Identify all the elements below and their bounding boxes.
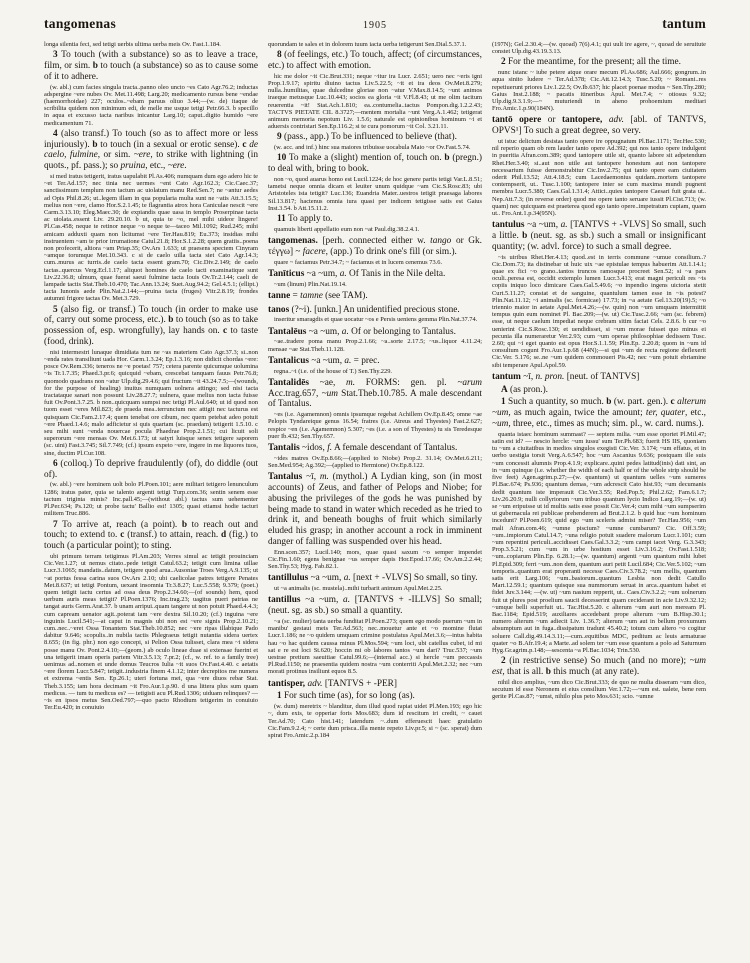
sense-paragraph: 6 (colloq.) To deprive fraudulently (of), do diddle (out of).: [44, 458, 258, 480]
carryover-text: longa silentia feci, sed tetigi uerbis ultima uerba meis Ov. Fast.1.184.: [44, 41, 221, 48]
citation-block: (w. dum) meretrix ~ blanditur, dum illud quod rapiat uidet Pl.Men.193; ego hic ~, dum exis, te opperiar foris Mos.683; dum id rescitum iri credit, ~ cauet Ter.Ad.70; Cato hist.141; latendum ~..dum efferuescit haec gratulatio Cic.Fam.9.2.4; ~ certe dum prisca..illa mente repeto Liv.pr.5; si ~ (sc. sperat) dum spirat Fro.Amic.2.p.184: [268, 703, 482, 740]
sense-paragraph: A (as pron.).: [501, 384, 548, 395]
carryover-text: (197N); Gel.2.30.4;—(w. quoad) 7(6).4.1; qui uult ire agere, ~, quoad de seruitute constet Ulp.dig.43.19.3.13.: [492, 41, 706, 56]
running-head-left: tangomenas: [44, 16, 117, 31]
sense-paragraph: 1 Such a quantity, so much. b (w. part. gen.). c alterum ~um, as much again, twice the amount; ter, quater, etc., ~um, three, etc., times as much; sim. pl., w. card. nums.).: [492, 397, 706, 430]
sense-paragraph: 10 To make a (slight) mention of, touch on. b (pregn.) to deal with, bring to book.: [268, 153, 482, 175]
text-column-2: [268, 41, 482, 941]
entry-paragraph: tantum ~ī, n. pron. [neut. of TANTVS]: [492, 371, 640, 382]
sense-paragraph: 2 (in restrictive sense) So much (and no more); ~um est, that is all. b this much (at any rate).: [492, 656, 706, 677]
sense-paragraph: 11 To apply to.: [277, 214, 333, 225]
sense-paragraph: 5 (also fig. or transf.) To touch (in order to make use of, carry out some process, etc.). b to touch (so as to take possession of, esp. wrongfully), lay hands on. c to taste (food, drink).: [44, 304, 258, 348]
citation-block: nunc istanc ~ iube petere atque orare mecum Pl.As.686; Aul.666; gongrum..in aqua sinito ludere ~ Ter.Ad.378; Cic.Att.12.14.3; Tusc.5.20; ~ Romani..res repetiuerunt priores Liv.1.22.5; Ov.Ib.637; hic placet poenae modus ~ Sen.Thy.280; Gaius Inst.2.188; ~ pacatis itineribus Apul. Met.7.4; ~ otiosus 9.32; Ulp.dig.9.3.1.9;—~ muturiendi in aheno prohoemium meditari Fro.Amic.1.p.90(184N).: [492, 69, 706, 113]
text-columns: [44, 41, 706, 941]
entry-paragraph: Tantalis ~idos, f. A female descendant of Tantalus.: [268, 443, 458, 454]
page-number: 1905: [363, 20, 387, 31]
citation-block: ~a (sc. mulier) tanta uerba funditat Pl.Poen.273; quem ego modo puerum ~um in manibu' gestaui meis Ter.Ad.563; nec..mouetur ante et ~o momine flutat Lucr.1.186; ne ~o quidem umquam crimine postulatus Apul.Met.3.6;—intus habita hau ~o hac quidem caussa minus Pl.Mos.594; ~um loci, ubi catellus cubet, id mi sat e re est loci St.620; hoccin mi ob labores tantos ~um dari? Truc.537; ~um uestrae pretium saeuitiae Catul.99.6;—(internal acc.) si hercle ~um peccassis Pl.Rud.1150; ne praesentia quidem nostra ~um conterriti Apul.Met.2.32; nec ~um morati protinus insiliunt equos 8.5.: [268, 618, 482, 676]
citation-block: ut ~a animalis (sc. mustela)..mihi turbarit animum Apul.Met.2.25.: [274, 585, 443, 593]
sense-paragraph: 7 To arrive at, reach (a point). b to reach out and touch; to extend to. c (transf.) to attain, reach. d (fig.) to touch (a particular point); to sting.: [44, 519, 258, 552]
citation-block: quamuis liberti appellatio eum non ~at Paul.dig.38.2.4.1.: [274, 225, 420, 233]
entry-paragraph: tantulus ~a ~um, a. [TANTVS + -VLVS] So small, such a little. b (neut. sg. as sb.) such a small or insignificant quantity; (w. advl. force) to such a small degree.: [492, 220, 706, 252]
citation-block: ubi primum terram tetigimus Pl.Am.203; Verres simul ac tetigit prouinciam Cic.Ver.1.27; ut nemus citato..pede tetigit Catul.63.2; tetigit cum limina uillae Lucr.3.1065; mandatis..datum, tetigere quod arua..Ausoniae Troes Verg.A.9.135; ut ~at portus fessa carina suos Ov.Ars 2.10; ubi caelicolae patres tetigere Penates Met.8.637; ut tetigi Pontum, uexant insomnia Tr.3.8.27; Luc.5.558; 9.379; (poet.) quem tetigit iactu certus ad ossa deus Prop.2.34.60;—(of sounds) hem, quod uerbum auris meas tetigit? Pl.Poen.1376; Inc.trag.23; uagitus pueri patrias ne tangat auris Germ.Arat.37. b unam arripui..quam tangere ut non potuit Phaed.4.4.3; cum capream uenator agit..poterat iam ~ere dextra Sil.10.20; (cf.) inguina ~ere inguinis Lucil.541;—at caput in magnis ubi non est ~ere signis Prop.2.10.21; cum..nec..~eret Ossa Tonantem Stat.Theb.10.852; nec ~ere ripas illabique Pado dabitur 9.646; scopulis..in nubila tactis Phlegraeus tetigit nutantia sidera uertex 8.655; (in fig. phr.) non ego concepi, si Pelion Ossa tulisset, clara mea ~i sidera posse manu Ov. Pont.2.4.10;—(geom.) ab oculo lineae duae si extensae fuerint et una tetigerit imam operis partem Vitr.3.5.13; 7.pr.2; (cf., w. ref. to a family tree) uenimus ad..nomen et unde domus Teucros Iulia ~it suos Ov.Fast.4.40. c aetatis ~ere florem Lucr.5.847; tetigit..industria finem 4.1.12; inter decrepitos me numera et extrema ~entis Sen. Ep.26.1; uteri fortuna mei, qua ~ere diuos rebar Stat. Theb.3.155; iam hora decimam ~it Fro.Aur.1.p.90. d una littera plus sum quam medicus. — tum tu medicus es? — tetigisti acu Pl.Rud.1306; uiduam relinques? — ~is en ipsos metus Sen.Oed.797;—quo pacto Rhodium tetigerim in conuiuio Ter.Eu.420; in conuiuio: [44, 552, 258, 712]
citation-block: ~es (i.e. Agamemnon) omnis ipsumque regebat Achillem Ov.Ep.8.45; omne ~ae Pelopis Tyndareique genus 16.54; fratres (i.e. Atreus and Thyestes) Fast.2.627; respice ~en (i.e. Agamemnon) 5.307; ~es (i.e. a son of Thyestes) tu sis Teredesque puer Ib.432; Sen.Thy.657.: [268, 411, 482, 440]
citation-block: quare ~ faciamus Petr.34.7; ~ faciamus et in lucem cenemus 73.6.: [274, 258, 443, 266]
citation-block: non ~o, quod auarus homo est Lucil.1224; de hoc genere partis tetigi Var.L.8.51; tametsi neque omnia dicam et leuiter unum quidque ~am Cic.S.Rosc.83; ubi Aristoteles ista tetigit? Luc.136; Euandria Mater..uestros tetigit praesaga labores Sil.13.817; hactenus omnia iura quasi per indicem tetigisse satis est Gaius Inst.3.54. b Att.15.11.2.: [268, 176, 482, 212]
citation-block: quanta istaec hominum summast? — septem milia. ~um esse oportet Pl.Mil.47; satin est id? — nescio hercle: ~um iussu' sum Ter.Ph.683; fuerit HS IIS, quoniam tu ~um a ciuitatibus in medios singulos exegisti Cic.Ver. 3.174; ~um effatus, et in uerbo uestigia torsit Verg.A.6.547; hoc ~um Ascanius 9.636; postquam ille suis ~um concessit alumnis Prop.4.1.9; explicare..quini pedes latitud(inis) dati sint, an in ~um quinque (i.e. whether the width of each half or of the whole strip should be five feet) Agen.agrim.p.27;—(w. quantum) ut quantum uelles ~um sumeres Pl.Bac.674; Ps.936; quantum demas, ~um adcrescit Cato hist.93; ~um decumanis dedit quantum iste imperauit Cic.Ver.3.55; Red.Pop.5; Phil.2.62; Fam.6.1.7; Liv.26.20.9; nulli collyriorum ~um tribuo quantum lycio Indico Larg.19;—(w. ut) se ~um eripuisse ut id multis satis esse possit Cic.Ver.4; cum mihi ~um sumpserim ut gubernacula rei publicae prehenderem ad Brut.2.1.2. b quid huc ~um hominum incedunt? Pl.Poen.619; quid ego ~um sceleris admisi miser? Ter.Hau.956; ~um mali Afran.com.46; ~umne piscium? ~umne cumbarum? Cic. Off.3.59; ~um..impiorum Catul.14.7; ~una religio potuit suadere malorum Lucr.1.101; cum ~um repentini periculi..accidisset Caes.Gal.3.3.2; ~um campi iacet Verg. G.3.343; Prop.3.5.21; cum ~um in urbe hostium esset Liv.3.16.2; Ov.Fast.1.518; ~um..copiarum Plin.Ep. 6.28.1;—(w. quantum) argenti ~um quantum mihi lubet Pl.Epid.309; ferri ~um..non dem, quantum auri petit Lucil.684; Cic.Ver.5.102; ~um temporis..quantum erat properanti necesse Caes.Civ.3.78.2; ~um mellis, quantum satis erit Larg.106; ~um..basiorum..quantum Lesbia non dedit Catullo Mart.12.59.1; quantum quisque sua nummorum seruat in arca..quantum habet et fidei Juv.3.144; —(w. ut) ~um nasium repperit, ut.. Caes.Civ.3.2.2; ~um uolnerum fuit ut plures post proelium saucii decesserint quam ceciderant in acie Liv.9.32.12; ~umque belli superfuit ut.. Tac.Hist.5.20. c alterum ~um auri non meream Pl. Bac.1184; Epid.519; auxiliares accedebant prope alterum ~um B.Hisp.30.1; numero alterum ~um adiecit Liv. 1.36.7; alterum ~um aut in bellum proxumum absumptum aut in fuga..dissipatum tradunt 45.40.2; totum cum altero ~o cogitur soluere Call.dig.49.14.3.11;—cum..equitibus MDC, peditum ac leuis armaturae quater ~o B.Afr.19.4; a Marte..ad solem ter ~um esse quantum a polo ad Saturnum Hyg.Gr.agrim.p.148;—sescenta ~a Pl.Bac.1034; Trin.530.: [492, 430, 706, 654]
entry-paragraph: tangomenas. [perh. connected either w. tango or Gk. τέγγω] ~ facere, (app.) To drink one's fill (or sim.).: [268, 236, 482, 257]
citation-block: ut istuc delictum desistas tanto opere ire oppugnatum Pl.Bac.1171; Ter.Hec.530; nil reperio quam ob rem lauder tanto opere Ad.392; qui nos tanto opere indulgent in pueritia Afran.com.389; quod tantopere utile sit, quanto labore sit adpetendum Rhet.Her.3.40; si..aut non utile aut tantopere honestum aut non tantopere necessarium fuisse demonstrabitur Cic.Inv.2.75; qui tanto opere eam ciuitatem oderit Phil.13.52; Att.4.18.5; cum Lacedaemonius quidam..mortem tantopere contempserit, ut.. Tusc.1.100; tantopere inter se cum maxima mundi pugnent membra Lucr.5.380; Caes.Gal.1.31.4; Attici..quies tantopere Caesari fuit grata ut.. Nep.Att.7.3; (in reverse order) quod me opere tanto seruare iussit Pl.Cist.713; (w. quam) nec quicquam est praeterea quod ego tanto opere..impetratum cupiam, quam ut.. Fro.Ant.1.p.34(95N).: [492, 138, 706, 218]
citation-block: ~um (linum) Plin.Nat.19.14.: [274, 280, 347, 288]
entry-paragraph: tantō opere or tantopere, adv. [abl. of TANTVS, OPVS¹] To such a great degree, so very.: [492, 115, 706, 137]
sense-paragraph: 3 To touch (with a substance) so as to leave a trace, film, or sim. b to touch (a substance) so as to cause some of it to adhere.: [44, 50, 258, 82]
sense-paragraph: 2 For the meantime, for the present; all the time.: [501, 57, 681, 68]
citation-block: (w. acc. and inf.) hinc sua maiores tribuisse uocabula Maio ~or Ov.Fast.5.74.: [274, 144, 471, 152]
running-head-right: tantum: [662, 16, 707, 31]
sense-paragraph: 4 (also transf.) To touch (so as to affect more or less injuriously). b to touch (in a sexual or erotic sense). c de caelo, fulmine, or sim. ~ere, to strike with lightning (in quots., pf. pass.); so pruina, etc., ~ere.: [44, 128, 258, 172]
entry-paragraph: Tantalicus ~a ~um, a. = prec.: [268, 355, 380, 366]
entry-paragraph: Tantalēus ~a ~um, a. Of or belonging to Tantalus.: [268, 326, 456, 337]
carryover-text: quorundam te sales et in dolorem tuum iacta uerba tetigerunt Sen.Dial.5.37.1.: [268, 41, 467, 48]
citation-block: ~is uiribus Rhet.Her.4.13; quod..est in terris commune ~umue consilium..? Cic.Dom.73; ita distinebar ut huic uix ~ae epistulae tempus habuerim Att.1.14.1; quae ex fici ~o grano..tantos truncos ramosque procreet Sen.52; si ~a pars oculi..peresa est, occidit extemplo lumen Lucr.3.413; erat magni periculi res ~is copiis iniquo loco dimicare Caes.Gal.5.49.6; ~o inpendio ingens uictoria stetit Curt.5.11.27; constat et de sanguine, quantulum tamen esse in ~is potest? Plin.Nat.11.12; ~i animalis (sc. formicae) 17.73; in ~a aetate Gel.13.20(19).5; ~o triennio maior in aetate Apul.Met.4.26;—(w. quin) non ~um umquam intermittit tempus quin eum nominet Pl. Bac.209;—(w. ut) Cic.Tusc.2.66; ~am (sc. febrem) esse, ut neque caelum impediat neque crebram sitim faciat Cels. 2.8.6. b cur ~o uenierint Cic.S.Rosc.130; et uendidisset, si ~um morae fuisset quo minus ei pecunia illa numeraretur Ver.2.93; cum ~um operae philosophiae dedissem Tusc. 2.60; qui ~i eget quanto est opus Hor.S.1.1.59; Plin.Ep. 2.20.8; quom in ~um id consultum cogunt Fro.Aur.1.p.68 (44N);—si qui ~um de recta regione deflexerit Cic.Ver. 5.176; se..ne ~um quidem commoueri Pis.42; nec ~um potuit ebriamine sibi temperare Apul.Apol.59.: [492, 253, 706, 369]
citation-block: Enn.scen.357; Lucil.140; mors, quae quasi saxum ~o semper impendet Cic.Fin.1.60; egens benignae ~us semper dapis Hor.Epod.17.66; Ov.Am.2.2.44; Sen.Thy.53; Hyg. Fab.82.1.: [268, 548, 482, 571]
entry-paragraph: tantillulus ~a ~um, a. [next + -VLVS] So small, so tiny.: [268, 573, 478, 584]
sense-paragraph: 9 (pass., app.) To be influenced to believe (that).: [277, 132, 457, 143]
citation-block: si med iratus tetigerit, iratus uapulabit Pl.As.406; numquam dum ego adero hic te ~et Ter.Ad.157; nec tinia nec uermes ~ent Cato Agr.162.3; Cic.Caec.37; sanctissimum templum non tactum ac uiolatum manu Red.Sen.7; ne ~antur aedes ad Opis Phil.8.26; ut..legem illam in qua popularia multa sunt ne ~atis Att.3.15.5; melius non ~ere, clamo Hor.S.2.1.45; te flagrantia atrox hora Caniculae nescit ~ere Carm.3.13.10; Eleg.Maec.30; de expiandis quae uasa in templo Proserpinae tacta ac uiolata..essent Liv. 29.20.10. b ut, quia te ~o, mel mihi uideor lingere! Pl.Cas.458; neque te retinor neque ~o neque te—taceo Mil.1092; Rud.245; mihi amicam adduxti quam non licitumst ~ere Ter.Hau.819; Eu.373; insidias mihi instruentem ~am te prior irrumatione Catul.21.8; Hor.S.1.2.28; quem gratiis..poena non profecerit, altiora ~am Priap.35; Ov.Ars 1.633; ut praesens spectem Cinyram ~amque torumque Met.10.343. c si de caelo uilla tacta siet Cato Agr.14.3; cum..murus ac turris..de caelo tacta essent gram.70; Cic.Div.2.149; de caelo tactas..quercus Verg.Ecl.1.17; aliquot homines de caelo tacti examinatique sunt Liv.22.36.8; ulmum, quae fuerat saeui fulmine tacta Iouis Ov.Tr.2.144; caeli de lampade tactis Stat.Theb.10.470; Tac.Ann.13.24; Suet.Aug.94.2; Gel.4.5.1; (ellipt.) tacta Iunonis aede Plin.Nat.2.144;—pruina tacta (fruges) Vitr.2.8.19; frondes autumni frigore tactas Ov. Met.3.729.: [44, 173, 258, 303]
citation-block: nihil dico amplius, ~um dico Cic.Brut.333; de quo ne multa disseram ~um dico, secutum id esse Neronem et eius consilium Ver.1.72;—~um est. ualete, bene rem gerite Pl.Cas.87; ~umst, nihilo plus peto Mos.631; scio. ~umne: [492, 678, 706, 701]
sense-paragraph: 1 For such time (as), for so long (as).: [277, 691, 415, 702]
page-header: [44, 16, 706, 32]
entry-paragraph: Tantalus ~ī, m. (mythol.) A Lydian king, son (in most accounts) of Zeus, and father of Pelops and Niobe; for abusing the privileges of the gods he was punished by being made to stand in water which receded as he tried to drink it, and beneath boughs of fruit which similarly eluded his grasp; in another account a rock in imminent danger of falling was suspended over his head.: [268, 472, 482, 548]
entry-paragraph: tantisper, adv. [TANTVS + -PER]: [268, 678, 397, 689]
citation-block: regna..~i (i.e. of the house of T.) Sen.Thy.229.: [274, 367, 392, 375]
citation-block: ~ae..tradere poma manu Prop.2.1.66; ~a..sorte 2.17.5; ~us..liquor 4.11.24; mensae ~ae Stat.Theb.11.128.: [268, 338, 482, 353]
text-column-1: [44, 41, 258, 941]
citation-block: nisi intermestri lunaque dimidiata tum ne ~as materiem Cato Agr.37.3; si..non ~enda rates transiliunt uada Hor. Carm.1.3.24; Ep.1.3.16; non didicit chordas ~ere: posce Ov.Rem.336; teneros ne ~e poetas! 757; cetera parente quicumque uolumina ~is Tr.1.7.35; Phaed.3.pr.6; quicquid ~ebam, crescebat tanquam fauus Petr.76.8; quomodo quadrans non ~atur Ulp.dig.29.4.6; qui fructum ~it 43.24.7.5;—(wounds, for the purpose of healing) inuitus numquam uolnera attingo; sed nisi tacta tractataque sanari non possunt Liv.28.27.7; uulnera, quae melius non tacta fuisse fuit Ov.Pont.3.7.25. b non..quicquam sumpsi nec tetigi Pl.Aul.640; ut id quod non tuom esset ~eres Mil.823; de praeda mea..terruncium nec attigit nec tacturus est quisquam Cic.Fam.2.17.4; quem tenebat ore cibum, nec quem petebat adeo potuit ~ere Phaed.1.4.6; malo adficietur si quis quartam (sc. praedam) tetigerit 1.5.10. c seu mihi sunt ~enda nouercae pocula Phaedrae Prop.2.1.51; cui licuit soli superorum ~ere mensas Ov. Met.6.173; ut satyri luisque senex tetigere saporem (sc. uini) Fast.3.745; Sil.7.749; (cf.) ipsum expeto ~ere, ingere in me liquores tuos, sine, ductim Pl.Cur.108.: [44, 348, 258, 457]
entry-paragraph: tanne = tamne (see TAM).: [268, 290, 368, 301]
citation-block: hic me dolor ~it Cic.Brut.331; neque ~itur ira Lucr. 2.651; uero nec ~eris igni Prop.1.9.17; spiritu diuino tactus Liv.5.22.5; ~it et ira deos Ov.Met.8.279; nulla..humilitas, quae dulcedine gloriae non ~atur V.Max.8.14.5; ~unt animos iraeque metusque Luc.10.443; socios ea gloria ~it V.Fl.8.43; ut me olim tacitum reuerentia ~it! Stat.Ach.1.810; ea..contumelia..tactus Pompon.dig.1.2.2.43; TACTVS PIETATE CIL 8.3727;—mentem mortalia ~unt Verg.A.1.462; tetigerat animum memoria nepotum Liv. 1.5.6; naturale est opinionibus hominum ~i et aduersis contristari Sen.Ep.116.2; si te cura pomorum ~it Col. 3.21.11.: [268, 72, 482, 131]
citation-block: (w. abl.) cum facies singula tracta..panno oleo uncto ~es Cato Agr.76.2; inductas adspergine ~ere nubes Ov. Met.11.498; Larg.20; medicamento rursus bene ~endae (haemorrhoidae) 227; oculos..~ebam paruus oliuo 3.44;—(w. de) itaque de scribilita quidem non minimum edi, de melle me usque tetigi Petr.66.3. b specillo in aqua et excusso tacta naribus inicantur Larg.10; caput..digito humido ~ere medicamentum 71.: [44, 83, 258, 127]
citation-block: (w. abl.) ~ere hominem uolt bolo Pl.Poen.101; aere militari tetigero lenunculum 1286; iratus pater, quia se talento argenti tetigi Turp.com.36; sentin senem esse tactum triginta minis? Inc.pall.45;—(without abl.) tactus sum uehementer Pl.Per.634; Ps.120; ut probe tactu' Ballio est! 1305; quasi etiamsi hodie tacturi militem Truc.886.: [44, 481, 258, 518]
entry-paragraph: Tanīticus ~a ~um, a. Of Tanis in the Nile delta.: [268, 268, 446, 279]
entry-paragraph: Tantalidēs ~ae, m. FORMS: gen. pl. ~arum Acc.trag.657, ~um Stat.Theb.10.785. A male descendant of Tantalus.: [268, 377, 482, 410]
sense-paragraph: 8 (of feelings, etc.) To touch, affect; (of circumstances, etc.) to affect with emotion.: [268, 50, 482, 71]
text-column-3: [492, 41, 706, 941]
citation-block: ~ides matres Ov.Ep.8.66;—(applied to Niobe) Prop.2. 31.14; Ov.Met.6.211; Sen.Med.954; Ag.392;—(applied to Hermione) Ov.Ep.8.122.: [268, 454, 482, 470]
citation-block: inseritur smaragdis et quae uocatur ~os e Persis ueniens gemma Plin.Nat.37.74.: [274, 316, 478, 324]
entry-paragraph: tantillus ~a ~um, a. [TANTVS + -ILLVS] So small; (neut. sg. as sb.) so small a quantity.: [268, 595, 482, 617]
entry-paragraph: tanos (?~i). [unkn.] An unidentified precious stone.: [268, 304, 460, 315]
